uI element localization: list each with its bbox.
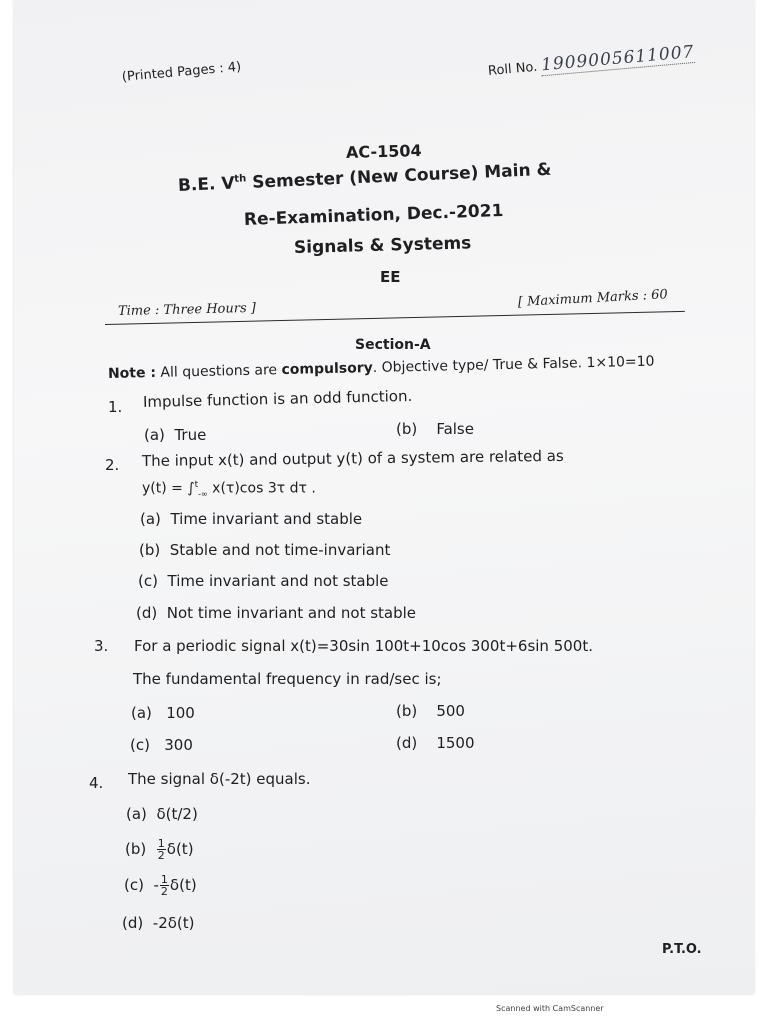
- question-4-option-c: [124, 874, 197, 897]
- fraction-numerator: 1: [160, 873, 168, 886]
- roll-label: Roll No.: [487, 59, 538, 79]
- course-line-1-b: Semester (New Course) Main &: [245, 159, 552, 194]
- option-text: 100: [166, 704, 195, 722]
- question-2-option-c: [138, 572, 389, 590]
- question-3-option-b: [396, 702, 465, 720]
- formula-lower-limit: -∞: [198, 489, 208, 499]
- question-1-text: Impulse function is an odd function.: [142, 386, 413, 411]
- formula-integrand: x(τ)cos 3τ dτ .: [207, 480, 316, 497]
- fraction-denominator: 2: [160, 885, 168, 898]
- question-4-option-b: [125, 838, 194, 861]
- option-text: Time invariant and stable: [170, 510, 363, 528]
- question-4-text: The signal δ(-2t) equals.: [128, 770, 311, 788]
- printed-pages: (Printed Pages : 4): [121, 59, 242, 85]
- section-heading: Section-A: [355, 337, 431, 353]
- please-turn-over: P.T.O.: [662, 942, 702, 957]
- paper-code: AC-1504: [345, 141, 422, 162]
- option-label: (b): [396, 420, 418, 438]
- option-sign: -: [153, 876, 159, 894]
- question-2-text: The input x(t) and output y(t) of a system are related as: [141, 446, 564, 470]
- maximum-marks: [ Maximum Marks : 60: [517, 287, 669, 310]
- option-label: (c): [130, 736, 150, 754]
- option-label: (d): [136, 604, 158, 622]
- option-label: (a): [140, 510, 161, 528]
- option-text: δ(t/2): [156, 805, 198, 823]
- fraction: [160, 874, 169, 897]
- question-3-number: 3.: [94, 637, 109, 655]
- question-2-option-d: [136, 604, 416, 622]
- fraction: [157, 838, 166, 861]
- option-text: 300: [164, 736, 193, 754]
- option-text: Time invariant and not stable: [167, 572, 389, 590]
- option-label: (a): [131, 704, 152, 722]
- note-text-a: All questions are: [155, 362, 282, 381]
- question-4-option-a: [126, 805, 198, 823]
- option-label: (b): [396, 702, 418, 720]
- note-label: Note :: [107, 364, 157, 382]
- scanner-watermark: Scanned with CamScanner: [496, 1004, 604, 1013]
- option-label: (a): [144, 426, 165, 444]
- question-1-number: 1.: [108, 398, 123, 416]
- subject-title: Signals & Systems: [293, 233, 472, 258]
- question-2-option-b: [139, 541, 390, 559]
- exam-time: Time : Three Hours ]: [117, 300, 257, 319]
- question-2-option-a: [140, 510, 362, 528]
- option-label: (d): [122, 914, 144, 932]
- formula-lhs: y(t) = ∫: [142, 480, 195, 497]
- option-label: (d): [396, 734, 418, 752]
- roll-number-handwritten: 1909005611007: [540, 41, 696, 76]
- option-text: True: [174, 426, 207, 444]
- course-line-2: Re-Examination, Dec.-2021: [243, 200, 504, 230]
- question-1-option-a: [144, 426, 206, 444]
- formula-upper-limit: t: [194, 480, 199, 490]
- option-text: 1500: [436, 734, 475, 752]
- question-4-number: 4.: [89, 774, 104, 792]
- option-label: (c): [124, 876, 144, 894]
- question-3-option-d: [396, 734, 475, 752]
- course-line-1-a: B.E. V: [177, 173, 235, 196]
- option-label: (a): [126, 805, 147, 823]
- option-label: (b): [139, 541, 161, 559]
- branch: EE: [380, 268, 401, 286]
- fraction-numerator: 1: [157, 837, 165, 850]
- note-text-bold: compulsory: [281, 359, 373, 379]
- option-label: (b): [125, 840, 147, 858]
- question-3-option-a: [131, 704, 195, 722]
- question-3-text: For a periodic signal x(t)=30sin 100t+10cos 300t+6sin 500t.: [134, 637, 593, 655]
- question-2-formula: [142, 480, 316, 498]
- option-text: 500: [436, 702, 465, 720]
- option-text: δ(t): [166, 840, 194, 858]
- course-line-1-sup: th: [234, 173, 247, 185]
- question-4-option-d: [122, 914, 195, 932]
- question-2-number: 2.: [105, 456, 120, 474]
- option-text: Not time invariant and not stable: [166, 604, 417, 622]
- note-text-b: . Objective type/ True & False. 1×10=10: [372, 353, 655, 376]
- option-text: False: [436, 420, 474, 438]
- option-text: δ(t): [169, 876, 197, 894]
- option-text: Stable and not time-invariant: [169, 541, 391, 559]
- question-1-option-b: [396, 420, 474, 438]
- question-3-text-2: The fundamental frequency in rad/sec is;: [133, 670, 442, 688]
- option-text: -2δ(t): [152, 914, 195, 932]
- option-label: (c): [138, 572, 158, 590]
- question-3-option-c: [130, 736, 193, 754]
- fraction-denominator: 2: [157, 849, 165, 862]
